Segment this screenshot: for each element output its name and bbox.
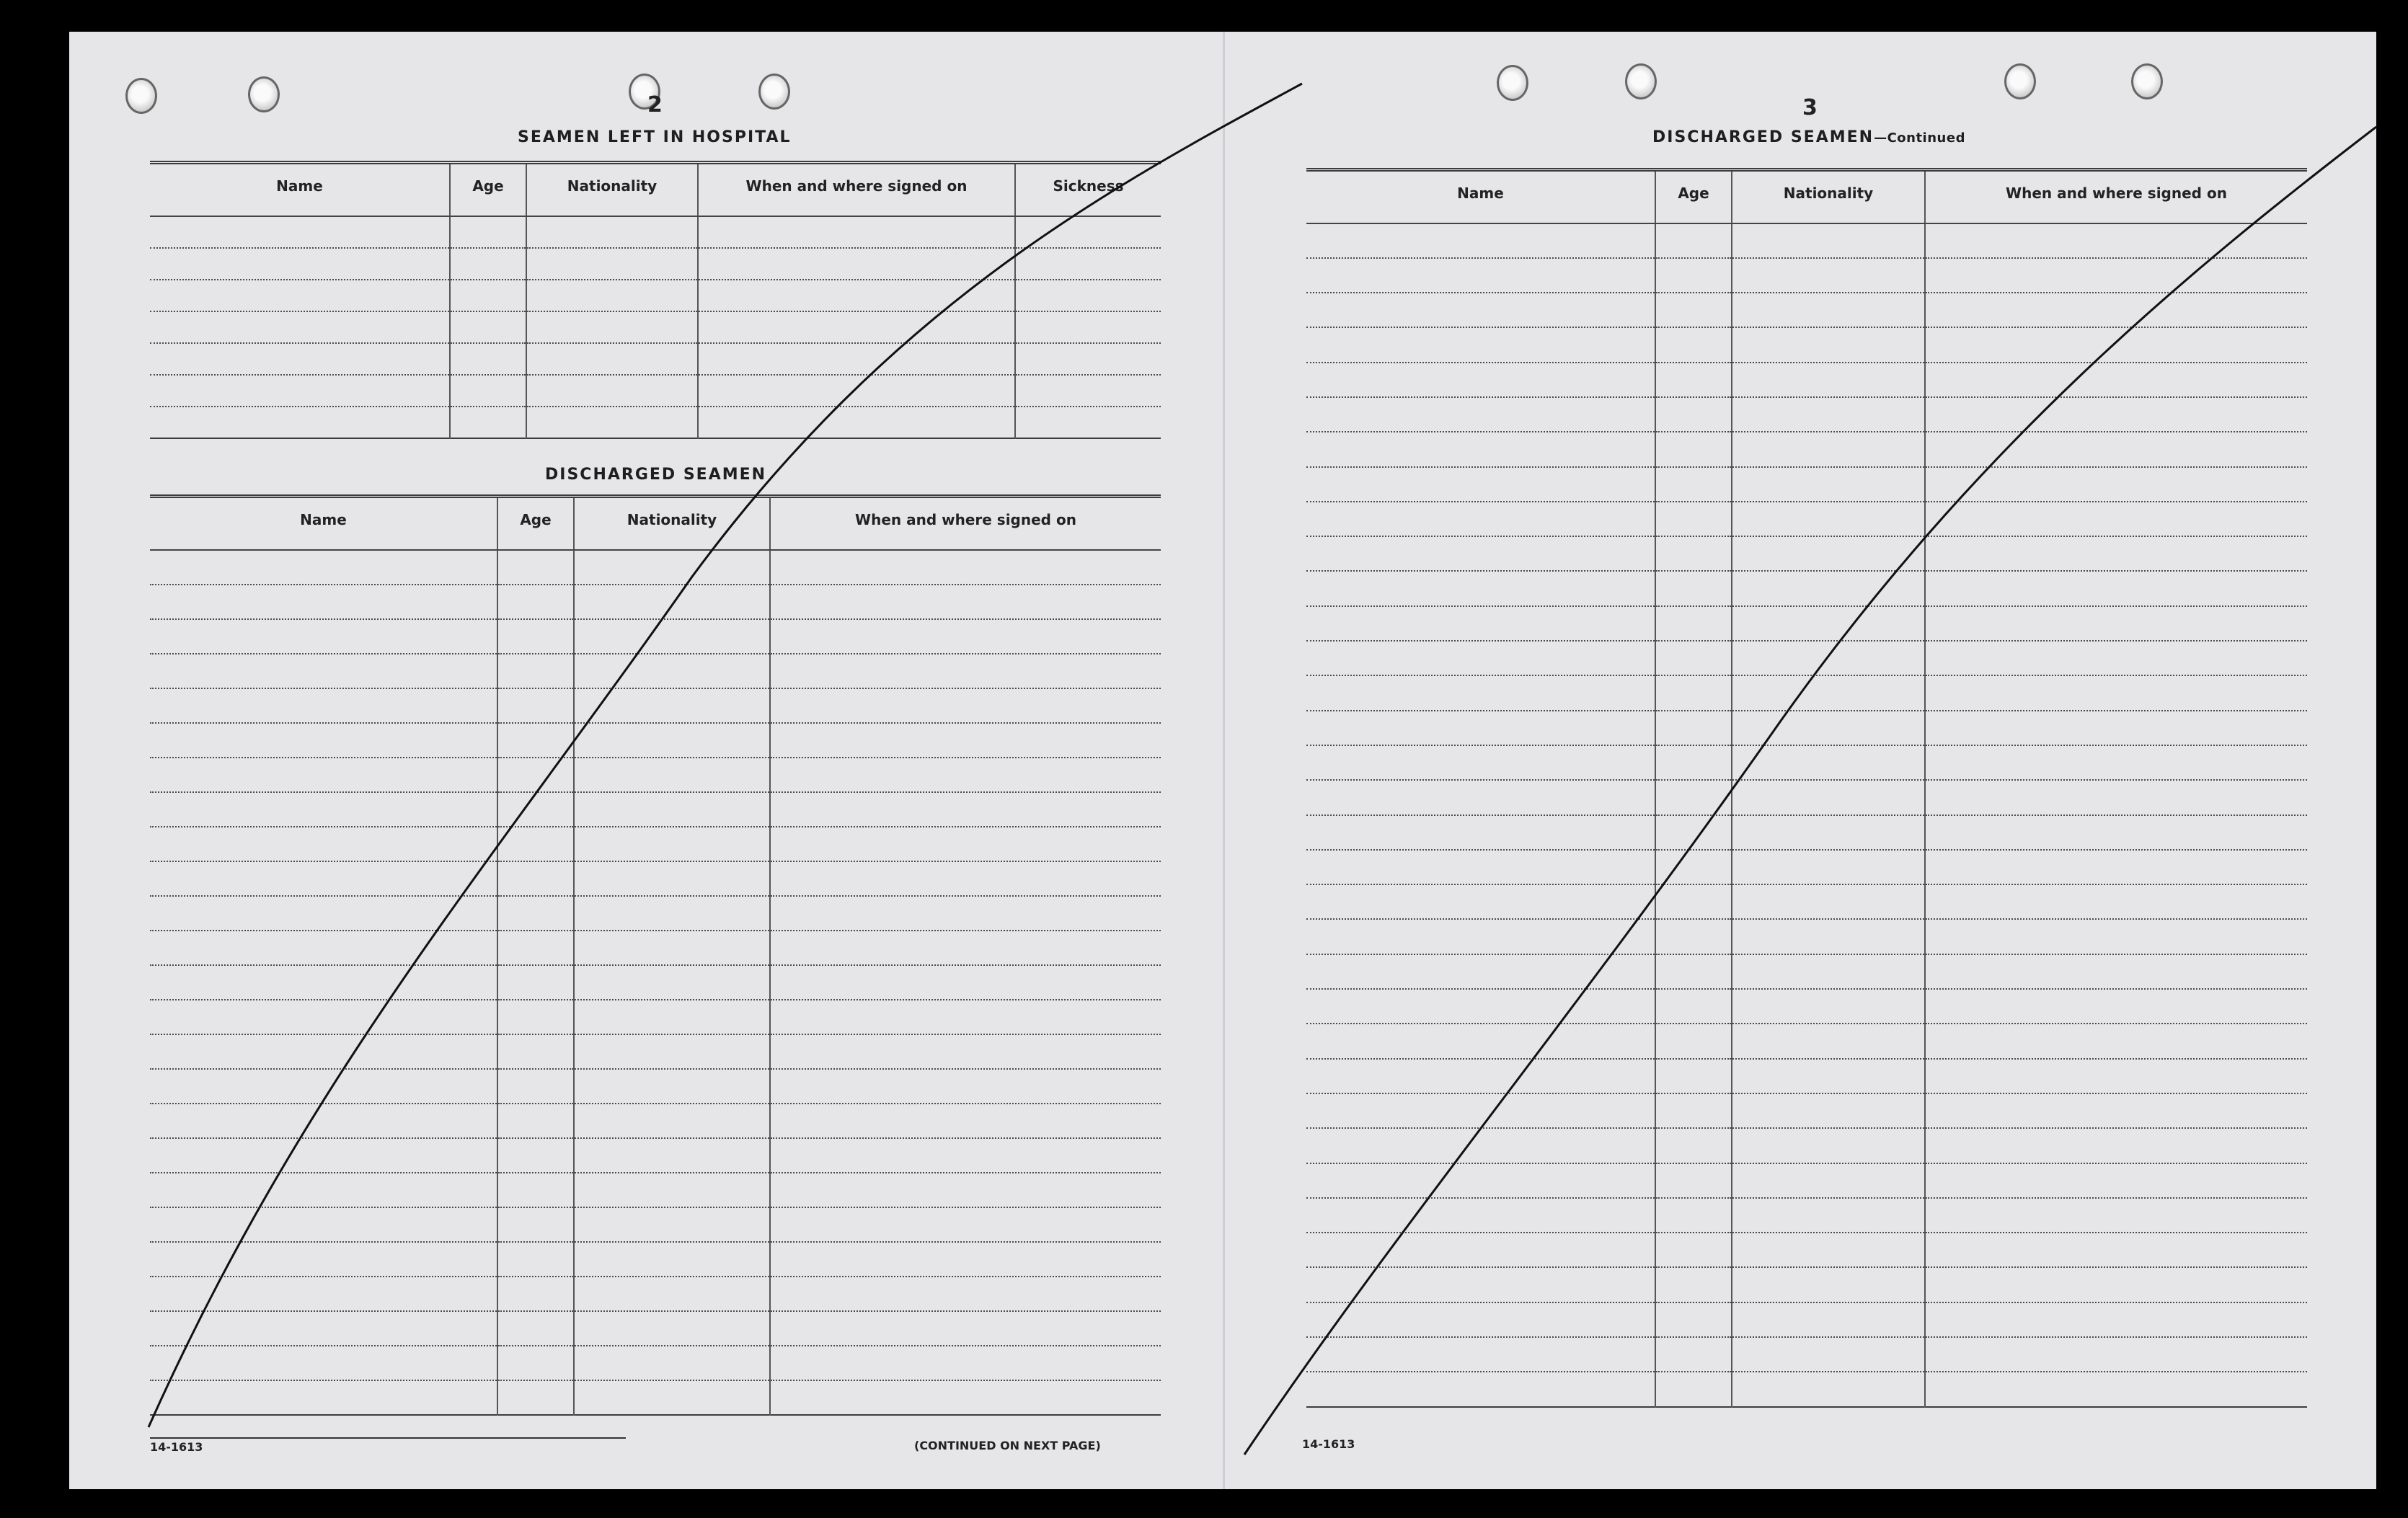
column-header-signed-on: When and where signed on [770, 497, 1161, 550]
section-title-hospital: SEAMEN LEFT IN HOSPITAL [518, 128, 792, 146]
column-header-signed-on: When and where signed on [1925, 170, 2307, 223]
section-title-discharged: DISCHARGED SEAMEN [545, 466, 767, 484]
continued-note: (CONTINUED ON NEXT PAGE) [914, 1439, 1101, 1452]
column-header-nationality: Nationality [526, 163, 698, 216]
page-number: 3 [1802, 95, 1818, 120]
column-header-age: Age [1655, 170, 1732, 223]
column-header-nationality: Nationality [1732, 170, 1925, 223]
column-header-sickness: Sickness [1015, 163, 1161, 216]
column-header-nationality: Nationality [574, 497, 770, 550]
column-header-name: Name [150, 163, 450, 216]
page-number: 2 [647, 92, 663, 117]
section-title-text: DISCHARGED SEAMEN [1652, 128, 1874, 146]
column-header-age: Age [497, 497, 574, 550]
left-page-strike [149, 84, 1302, 1427]
form-number: 14-1613 [1302, 1437, 1355, 1451]
column-header-name: Name [1306, 170, 1655, 223]
form-number: 14-1613 [150, 1440, 203, 1454]
section-title-suffix: —Continued [1874, 130, 1965, 146]
column-header-name: Name [150, 497, 497, 550]
right-page-strike [1244, 127, 2376, 1455]
column-header-age: Age [450, 163, 526, 216]
column-header-signed-on: When and where signed on [698, 163, 1015, 216]
